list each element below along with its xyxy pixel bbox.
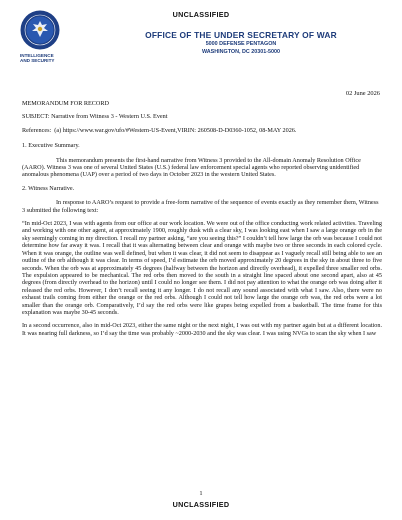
memo-date: 02 June 2026 bbox=[345, 90, 380, 97]
memo-subject: SUBJECT: Narrative from Witness 3 - Western U.S. Event bbox=[22, 113, 168, 121]
office-letterhead bbox=[80, 30, 402, 55]
witness-quote-paragraph-1: “In mid-Oct 2023, I was with agents from our office at our work location. We were out of the office conducting work related activities. Traveling and working with one other agent, at approximately 1900, roughly dusk with a clear sky, I was looking east when I saw a large orange orb in the sky seemingly coming in my direction. I recall my partner asking, “are you seeing this?” I couldn’t tell how large the orb was because I could not determine how far away it was. I recall that it was alternating between clear and orange with maybe two or three seconds in each colored cycle. When it was orange, the outline was well defined, but when it was clear, it did not seem to disappear as I vaguely recall still being able to see an outline of the orb although it was clear. In terms of speed, I’d estimate the orb moved approximately 20 degrees in the sky in about three to five seconds. When the orb was at approximately 45 degrees (halfway between the horizon and directly overhead), it expelled three smaller red orbs. The expulsion appeared to be mechanical. The red orbs then moved to the south in a straight line spaced about one second apart, also at 45 degrees (from directly overhead to the horizon) until I could no longer see them. I did not pay attention to what the orange orb was doing after it released the red orbs. However, I don’t recall seeing it any longer. I do not recall any sound associated with what I saw. Also, there were no exhaust trails coming from either the orange or the red orbs. Although I could not tell how large the orange orb was, the red orbs were a lot smaller than the orange orb. Comparatively, I’d say the red orbs were like grapes being expelled from a basketball. The time frame for this explanation was maybe 30-45 seconds. bbox=[22, 220, 382, 316]
references-text: (a) https://www.war.gov/ufo/#Western-US-Event,VIRIN: 260508-D-D0360-1052, 08-MAY 2026. bbox=[54, 126, 297, 134]
agency-seal bbox=[20, 10, 66, 63]
office-address-line2: WASHINGTON, DC 20301-5000 bbox=[201, 48, 281, 55]
memo-references bbox=[22, 127, 382, 134]
office-name: OFFICE OF THE UNDER SECRETARY OF WAR bbox=[145, 30, 337, 40]
section-1-paragraph: This memorandum presents the first-hand narrative from Witness 3 provided to the All-domain Anomaly Resolution Office (AARO). Witness 3 was one of several United States (U.S.) federal law enforcement special agents who reported observing unidentified anomalous phenomena (UAP) over a period of two days in October 2023 in the western United States. bbox=[22, 156, 361, 179]
references-label: References: bbox=[22, 126, 55, 134]
section-2-heading: 2. Witness Narrative. bbox=[22, 184, 75, 192]
section-1-heading: 1. Executive Summary. bbox=[22, 142, 80, 150]
eagle-seal-icon bbox=[20, 10, 60, 50]
classification-banner-bottom: UNCLASSIFIED bbox=[172, 500, 230, 509]
classification-banner-top: UNCLASSIFIED bbox=[172, 10, 230, 19]
memo-body bbox=[22, 100, 382, 343]
seal-caption-line2: AND SECURITY bbox=[20, 58, 55, 64]
section-2-paragraph: In response to AARO’s request to provide a free-form narrative of the sequence of events exactly as they remember them, Witness 3 submitted the following text: bbox=[22, 199, 379, 214]
seal-caption-line1: INTELLIGENCE bbox=[20, 53, 54, 58]
page-number: 1 bbox=[199, 490, 203, 497]
seal-caption bbox=[20, 53, 66, 63]
witness-quote-paragraph-2: In a second occurrence, also in mid-Oct 2023, either the same night or the next night, I was out with my partner again but at a different location. It was nearing full darkness, so I’d say the time was probably ~2000-2030 and the sky was clear. I was using NVGs to scan the sky when I saw bbox=[22, 322, 382, 337]
office-address-line1: 5000 DEFENSE PENTAGON bbox=[205, 41, 277, 47]
memo-title: MEMORANDUM FOR RECORD bbox=[22, 100, 109, 107]
